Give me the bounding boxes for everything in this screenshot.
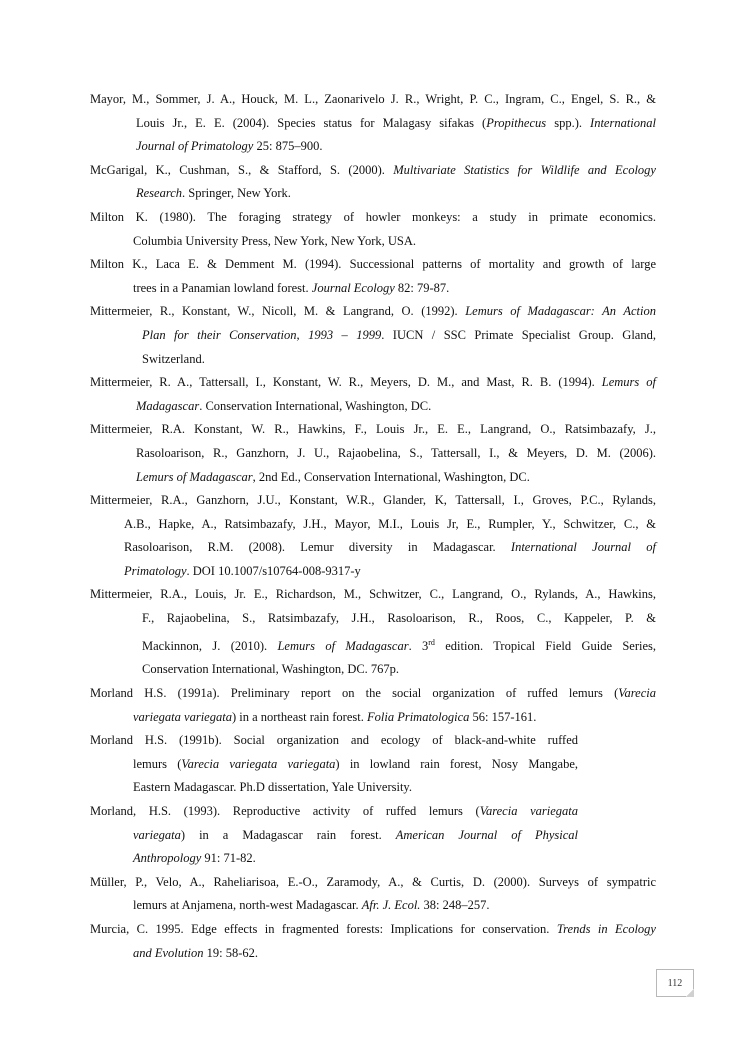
reference-line: Milton K. (1980). The foraging strategy of howler monkeys: a study in primate economics.	[90, 209, 656, 224]
reference-line: trees in a Panamian lowland forest. Journal Ecology 82: 79-87.	[133, 280, 450, 295]
reference-line: Mittermeier, R., Konstant, W., Nicoll, M. & Langrand, O. (1992). Lemurs of Madagascar: An Action	[90, 304, 656, 319]
reference-line: Müller, P., Velo, A., Raheliarisoa, E.-O., Zaramody, A., & Curtis, D. (2000). Surveys of sympatric	[90, 874, 656, 889]
reference-line: Mittermeier, R.A., Louis, Jr. E., Richardson, M., Schwitzer, C., Langrand, O., Rylands, A., Hawkins,	[90, 587, 656, 602]
reference-line: F., Rajaobelina, S., Ratsimbazafy, J.H., Rasoloarison, R., Roos, C., Kappeler, P. &	[142, 611, 656, 626]
reference-line: A.B., Hapke, A., Ratsimbazafy, J.H., Mayor, M.I., Louis Jr, E., Rumpler, Y., Schwitzer, C., &	[124, 516, 656, 531]
reference-line: Switzerland.	[142, 351, 205, 366]
reference-entry	[90, 682, 656, 729]
reference-entry	[90, 371, 656, 418]
reference-line: McGarigal, K., Cushman, S., & Stafford, S. (2000). Multivariate Statistics for Wildlife and Ecology	[90, 162, 656, 177]
reference-entry	[90, 729, 578, 800]
reference-line: Morland, H.S. (1993). Reproductive activity of ruffed lemurs (Varecia variegata	[90, 803, 578, 818]
reference-line: Mayor, M., Sommer, J. A., Houck, M. L., Zaonarivelo J. R., Wright, P. C., Ingram, C., Engel, S. R., &	[90, 92, 656, 106]
reference-entry	[90, 206, 656, 253]
reference-line: Eastern Madagascar. Ph.D dissertation, Yale University.	[133, 780, 412, 795]
reference-line: Mackinnon, J. (2010). Lemurs of Madagascar. 3rd edition. Tropical Field Guide Series,	[142, 637, 657, 653]
reference-line: Columbia University Press, New York, New York, USA.	[133, 233, 417, 248]
reference-entry	[90, 88, 656, 159]
reference-line: Anthropology 91: 71-82.	[133, 851, 256, 866]
reference-entry	[90, 489, 656, 583]
reference-line: Mittermeier, R.A., Ganzhorn, J.U., Konstant, W.R., Glander, K, Tattersall, I., Groves, P.C., Rylands,	[90, 493, 656, 508]
reference-line: Morland H.S. (1991a). Preliminary report on the social organization of ruffed lemurs (Varecia	[90, 686, 656, 700]
page-number: 112	[656, 969, 694, 997]
reference-line: Lemurs of Madagascar, 2nd Ed., Conservation International, Washington, DC.	[136, 469, 530, 484]
reference-entry	[90, 300, 656, 371]
reference-line: Rasoloarison, R.M. (2008). Lemur diversity in Madagascar. International Journal of	[124, 540, 657, 555]
reference-line: and Evolution 19: 58-62.	[133, 945, 258, 960]
reference-line: lemurs at Anjamena, north-west Madagascar. Afr. J. Ecol. 38: 248–257.	[133, 898, 490, 913]
reference-list	[90, 88, 656, 965]
reference-line: Plan for their Conservation, 1993 – 1999. IUCN / SSC Primate Specialist Group. Gland,	[142, 327, 656, 342]
reference-line: Mittermeier, R.A. Konstant, W. R., Hawkins, F., Louis Jr., E. E., Langrand, O., Ratsimbazafy, J.,	[90, 422, 656, 437]
reference-entry	[90, 871, 656, 918]
reference-line: lemurs (Varecia variegata variegata) in lowland rain forest, Nosy Mangabe,	[133, 756, 578, 771]
reference-line: Primatology. DOI 10.1007/s10764-008-9317-y	[124, 563, 361, 578]
reference-line: Research. Springer, New York.	[136, 186, 291, 201]
reference-entry	[90, 418, 656, 489]
reference-entry	[90, 800, 578, 871]
reference-line: variegata variegata) in a northeast rain forest. Folia Primatologica 56: 157-161.	[133, 709, 537, 724]
reference-entry	[90, 918, 656, 965]
reference-entry	[90, 583, 656, 682]
reference-line: Morland H.S. (1991b). Social organization and ecology of black-and-white ruffed	[90, 733, 578, 748]
reference-line: variegata) in a Madagascar rain forest. American Journal of Physical	[133, 827, 578, 842]
reference-entry	[90, 253, 656, 300]
reference-line: Conservation International, Washington, DC. 767p.	[142, 662, 400, 677]
reference-line: Murcia, C. 1995. Edge effects in fragmented forests: Implications for conservation. Trends in Ecology	[90, 921, 656, 936]
reference-line: Rasoloarison, R., Ganzhorn, J. U., Rajaobelina, S., Tattersall, I., & Meyers, D. M. (2006).	[136, 445, 656, 460]
reference-line: Louis Jr., E. E. (2004). Species status for Malagasy sifakas (Propithecus spp.). International	[136, 115, 656, 130]
reference-line: Milton K., Laca E. & Demment M. (1994). Successional patterns of mortality and growth of large	[90, 257, 656, 272]
reference-line: Mittermeier, R. A., Tattersall, I., Konstant, W. R., Meyers, D. M., and Mast, R. B. (1994). Lemurs of	[90, 375, 656, 390]
reference-line: Journal of Primatology 25: 875–900.	[136, 139, 323, 154]
reference-entry	[90, 159, 656, 206]
reference-line: Madagascar. Conservation International, Washington, DC.	[136, 398, 432, 413]
